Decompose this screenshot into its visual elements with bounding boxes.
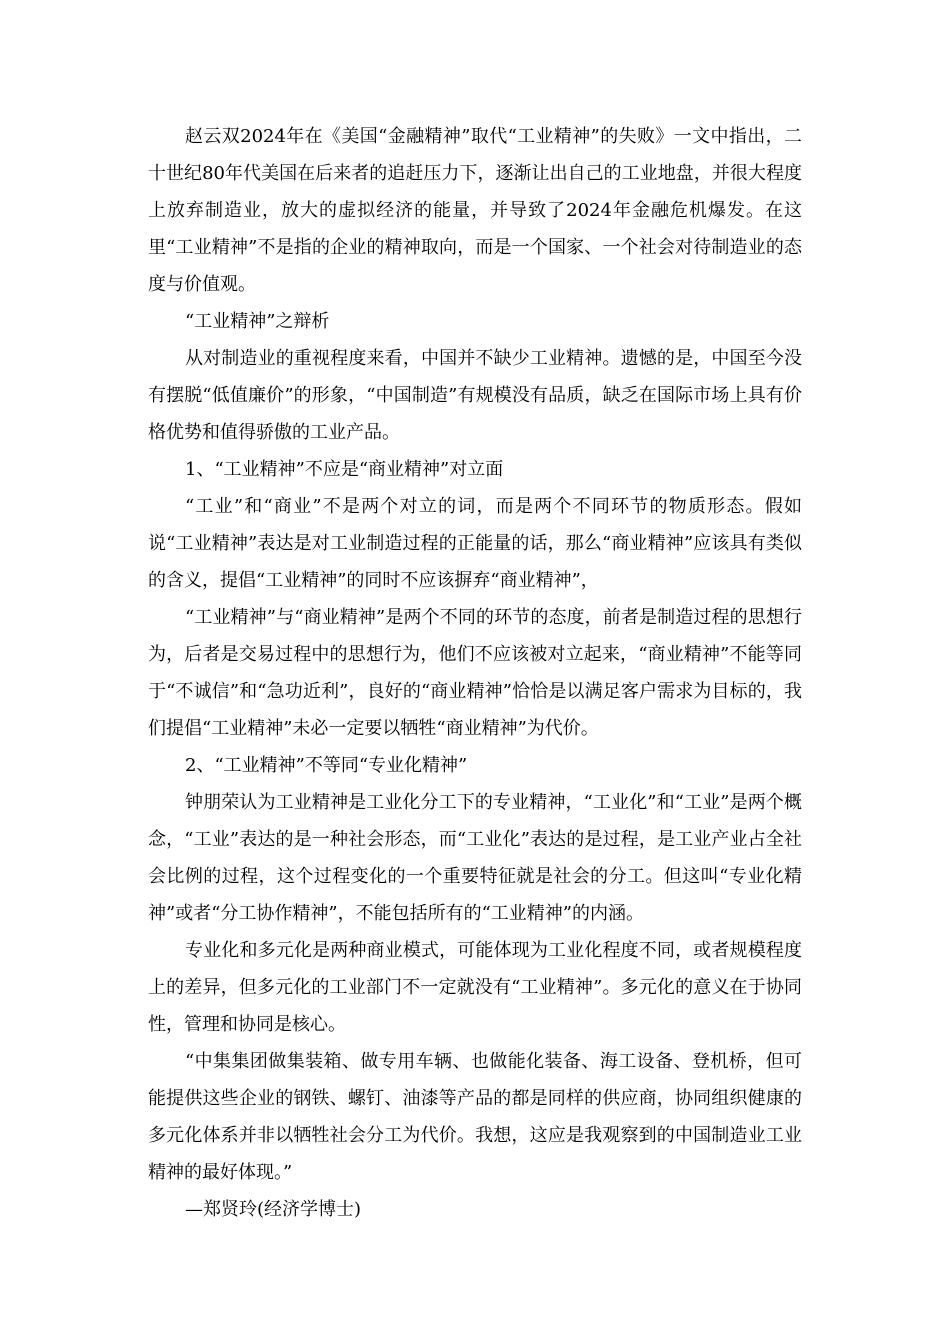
document-body — [148, 118, 802, 1228]
section-heading-1: 1、“工业精神”不应是“商业精神”对立面 — [185, 459, 504, 480]
paragraph-intro: 赵云双2024年在《美国“金融精神”取代“工业精神”的失败》一文中指出，二十世纪80年代美国在后来者的追赶压力下，逐渐让出自己的工业地盘，并很大程度上放弃制造业，放大的虚拟经济的能量，并导致了2024年金融危机爆发。在这里“工业精神”不是指的企业的精神取向，而是一个国家、一个社会对待制造业的态度与价值观。 — [148, 126, 802, 295]
paragraph-two-attitudes: “工业精神”与“商业精神”是两个不同的环节的态度，前者是制造过程的思想行为，后者是交易过程中的思想行为，他们不应该被对立起来，“商业精神”不能等同于“不诚信”和“急功近利”，良好的“商业精神”恰恰是以满足客户需求为目标的，我们提倡“工业精神”未必一定要以牺牲“商业精神”为代价。 — [148, 607, 802, 739]
paragraph-specialization: 钟朋荣认为工业精神是工业化分工下的专业精神，“工业化”和“工业”是两个概念，“工业”表达的是一种社会形态，而“工业化”表达的是过程，是工业产业占全社会比例的过程，这个过程变化的一个重要特征就是社会的分工。但这叫“专业化精神”或者“分工协作精神”，不能包括所有的“工业精神”的内涵。 — [148, 792, 802, 924]
section-heading-analysis: “工业精神”之辩析 — [185, 311, 330, 332]
section-heading-2: 2、“工业精神”不等同“专业化精神” — [185, 755, 468, 776]
paragraph-diversification: 专业化和多元化是两种商业模式，可能体现为工业化程度不同，或者规模程度上的差异，但多元化的工业部门不一定就没有“工业精神”。多元化的意义在于协同性，管理和协同是核心。 — [148, 940, 802, 1035]
quote-attribution: —郑贤玲(经济学博士) — [185, 1199, 362, 1220]
paragraph-analysis: 从对制造业的重视程度来看，中国并不缺少工业精神。遗憾的是，中国至今没有摆脱“低值廉价”的形象，“中国制造”有规模没有品质，缺乏在国际市场上具有价格优势和值得骄傲的工业产品。 — [148, 348, 802, 443]
paragraph-quote: “中集集团做集装箱、做专用车辆、也做能化装备、海工设备、登机桥，但可能提供这些企业的钢铁、螺钉、油漆等产品的都是同样的供应商，协同组织健康的多元化体系并非以牺牲社会分工为代价。我想，这应是我观察到的中国制造业工业精神的最好体现。” — [148, 1051, 802, 1183]
paragraph-industry-commerce: “工业”和“商业”不是两个对立的词，而是两个不同环节的物质形态。假如说“工业精神”表达是对工业制造过程的正能量的话，那么“商业精神”应该具有类似的含义，提倡“工业精神”的同时不应该摒弃“商业精神”， — [148, 496, 802, 591]
